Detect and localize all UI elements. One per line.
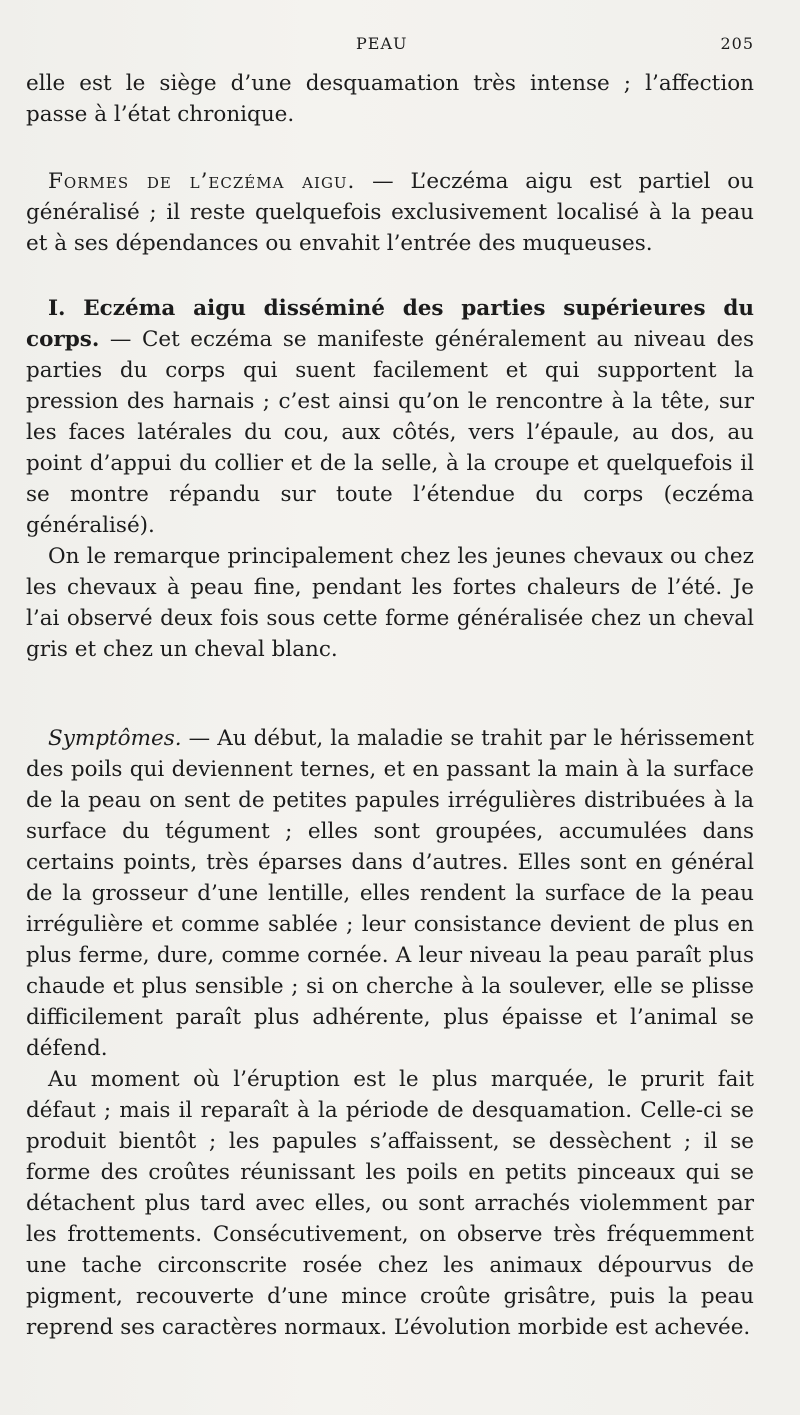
paragraph-eczema-dissemine-text: — Cet eczéma se manifeste généralement au niveau des parties du corps qui suent facilement et qui supportent la pression des harnais ; c’est ainsi qu’on le rencontre à la tête, sur les faces latérales du cou, aux côtés, vers l’épaule, au dos, au point d’appui du collier et de la selle, à la croupe et quelquefois il se montre répandu sur toute l’étendue du corps (eczéma généralisé). [26,327,754,538]
section-heading-symptomes: Symptômes. [48,726,182,751]
section-heading-formes: Formes de l’eczéma aigu. [48,169,356,194]
paragraph-remarque: On le remarque principalement chez les jeunes chevaux ou chez les chevaux à peau fine, pendant les fortes chaleurs de l’été. Je l’ai observé deux fois sous cette forme généralisée chez un cheval gris et chez un cheval blanc. [26,544,754,662]
paragraph-eruption: Au moment où l’éruption est le plus marquée, le prurit fait défaut ; mais il reparaît à la période de desquamation. Celle-ci se produit bientôt ; les papules s’affaissent, se dessèchent ; il se forme des croûtes réunissant les poils en petits pinceaux qui se détachent plus tard avec elles, ou sont arrachés violemment par les frottements. Consécutivement, on observe très fréquemment une tache circonscrite rosée chez les animaux dépourvus de pigment, recouverte d’une mince croûte grisâtre, puis la peau reprend ses caractères normaux. L’évolution morbide est achevée. [26,1067,754,1340]
running-title: PEAU [356,34,408,53]
paragraph-symptomes-text: — Au début, la maladie se trahit par le hérissement des poils qui deviennent ternes, et en passant la main à la surface de la peau on sent de petites papules irrégulières distribuées à la surface du tégument ; elles sont groupées, accumulées dans certains points, très éparses dans d’autres. Elles sont en général de la grosseur d’une lentille, elles rendent la surface de la peau irrégulière et comme sablée ; leur consistance devient de plus en plus ferme, dure, comme cornée. A leur niveau la peau paraît plus chaude et plus sensible ; si on cherche à la soulever, elle se plisse difficilement paraît plus adhérente, plus épaisse et l’animal se défend. [26,726,754,1061]
paragraph-formes [26,166,754,259]
page-number: 205 [720,34,754,53]
paragraph-continuation: elle est le siège d’une desquamation très intense ; l’affection passe à l’état chronique. [26,71,754,127]
section-heading-eczema-dissemine: I. Eczéma aigu disséminé des parties supérieures du corps. [26,296,754,352]
paragraph-eczema-dissemine [26,293,754,541]
paragraph-formes-text: — L’eczéma aigu est partiel ou généralisé ; il reste quelquefois exclusivement localisé à la peau et à ses dépendances ou envahit l’entrée des muqueuses. [26,169,755,256]
paragraph-symptomes [26,723,754,1064]
running-head [26,34,754,68]
